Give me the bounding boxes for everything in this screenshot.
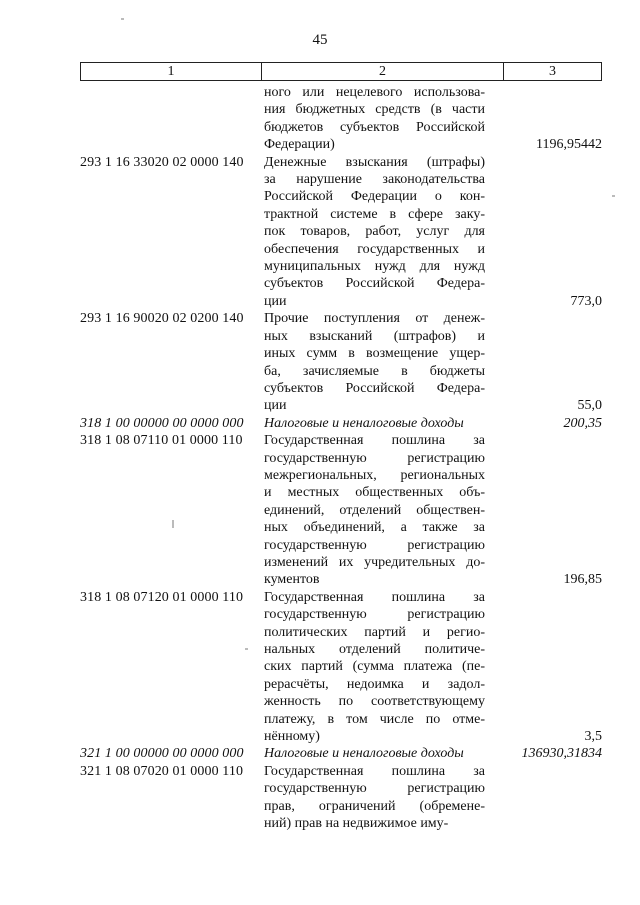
revenue-description [264, 432, 485, 589]
description-line: межрегиональных, региональных [264, 467, 485, 483]
description-line: Государственная пошлина за [264, 763, 485, 779]
description-line: ний) прав на недвижимое иму- [264, 816, 449, 832]
revenue-description [264, 589, 485, 746]
budget-code: 293 1 16 90020 02 0200 140 [80, 311, 244, 327]
description-line: Налоговые и неналоговые доходы [264, 746, 464, 762]
table-row [80, 763, 602, 833]
revenue-description [264, 763, 485, 833]
header-col-3: 3 [549, 63, 556, 79]
description-line: пок товаров, работ, услуг для [264, 224, 485, 240]
description-line: трактной системе в сфере заку- [264, 206, 485, 222]
table-header [80, 62, 602, 81]
description-line: ния бюджетных средств (в части [264, 102, 485, 118]
page-number: 45 [312, 32, 328, 48]
budget-code: 321 1 00 00000 00 0000 000 [80, 746, 244, 762]
description-line: государственную регистрацию [264, 450, 485, 466]
description-line: государственную регистрацию [264, 781, 485, 797]
description-line: прав, ограничений (обремене- [264, 798, 485, 814]
table-row [80, 432, 602, 589]
budget-code: 318 1 00 00000 00 0000 000 [80, 415, 244, 431]
revenue-description [264, 415, 485, 432]
description-line: ного или нецелевого использова- [264, 85, 485, 100]
description-line: ции [264, 293, 287, 309]
amount: 1196,95442 [536, 137, 602, 153]
description-line: Государственная пошлина за [264, 589, 485, 605]
amount: 200,35 [563, 415, 602, 431]
description-line: изменений их учредительных до- [264, 554, 485, 570]
revenue-description [264, 745, 485, 762]
header-col-1: 1 [81, 63, 262, 80]
description-line: ных взысканий (штрафов) и [264, 328, 485, 344]
description-line: единений, отделений обществен- [264, 502, 485, 518]
description-line: платежу, в том числе по отме- [264, 711, 485, 727]
scan-speck [245, 648, 248, 650]
table-row [80, 154, 602, 311]
description-line: Государственная пошлина за [264, 433, 485, 449]
revenue-description [264, 84, 485, 154]
description-line: ных объединений, а также за [264, 520, 485, 536]
description-line: ских партий (сумма платежа (пе- [264, 659, 485, 675]
amount: 55,0 [577, 398, 602, 414]
budget-code: 318 1 08 07120 01 0000 110 [80, 589, 244, 605]
description-line: обеспечения государственных и [264, 241, 485, 257]
table-row [80, 415, 602, 432]
description-line: рерасчёты, недоимка и задол- [264, 676, 485, 692]
description-line: государственную регистрацию [264, 607, 485, 623]
description-line: и местных общественных объ- [264, 485, 485, 501]
description-line: субъектов Российской Федера- [264, 380, 485, 396]
scan-speck [121, 18, 124, 20]
budget-code: 318 1 08 07110 01 0000 110 [80, 433, 243, 449]
description-line: ции [264, 398, 287, 414]
description-line: субъектов Российской Федера- [264, 276, 485, 292]
description-line: ба, зачисляемые в бюджеты [264, 363, 485, 379]
description-line: за нарушение законодательства [264, 172, 485, 188]
table-row [80, 310, 602, 414]
table-row [80, 589, 602, 746]
description-line: бюджетов субъектов Российской [264, 119, 485, 135]
scan-speck [612, 195, 615, 197]
budget-code: 321 1 08 07020 01 0000 110 [80, 763, 244, 779]
table-body [80, 84, 602, 832]
description-line: женность по соответствующему [264, 694, 485, 710]
description-line: государственную регистрацию [264, 537, 485, 553]
budget-code: 293 1 16 33020 02 0000 140 [80, 154, 244, 170]
amount: 773,0 [570, 293, 602, 309]
amount: 3,5 [584, 729, 602, 745]
amount: 196,85 [563, 572, 602, 588]
header-col-2: 2 [262, 63, 504, 80]
amount: 136930,31834 [521, 746, 602, 762]
description-line: Федерации) [264, 137, 335, 153]
description-line: Прочие поступления от денеж- [264, 311, 485, 327]
description-line: нальных отделений политиче- [264, 642, 485, 657]
table-row [80, 84, 602, 154]
description-line: муниципальных нужд для нужд [264, 259, 485, 275]
description-line: нённому) [264, 729, 320, 745]
description-line: политических партий и регио- [264, 624, 485, 640]
description-line: Российской Федерации о кон- [264, 189, 485, 205]
description-line: Денежные взыскания (штрафы) [264, 154, 485, 170]
description-line: иных сумм в возмещение ущер- [264, 346, 485, 362]
description-line: Налоговые и неналоговые доходы [264, 415, 464, 431]
scan-speck [172, 520, 174, 528]
revenue-description [264, 310, 485, 414]
revenue-description [264, 154, 485, 311]
description-line: кументов [264, 572, 320, 588]
table-row [80, 745, 602, 762]
